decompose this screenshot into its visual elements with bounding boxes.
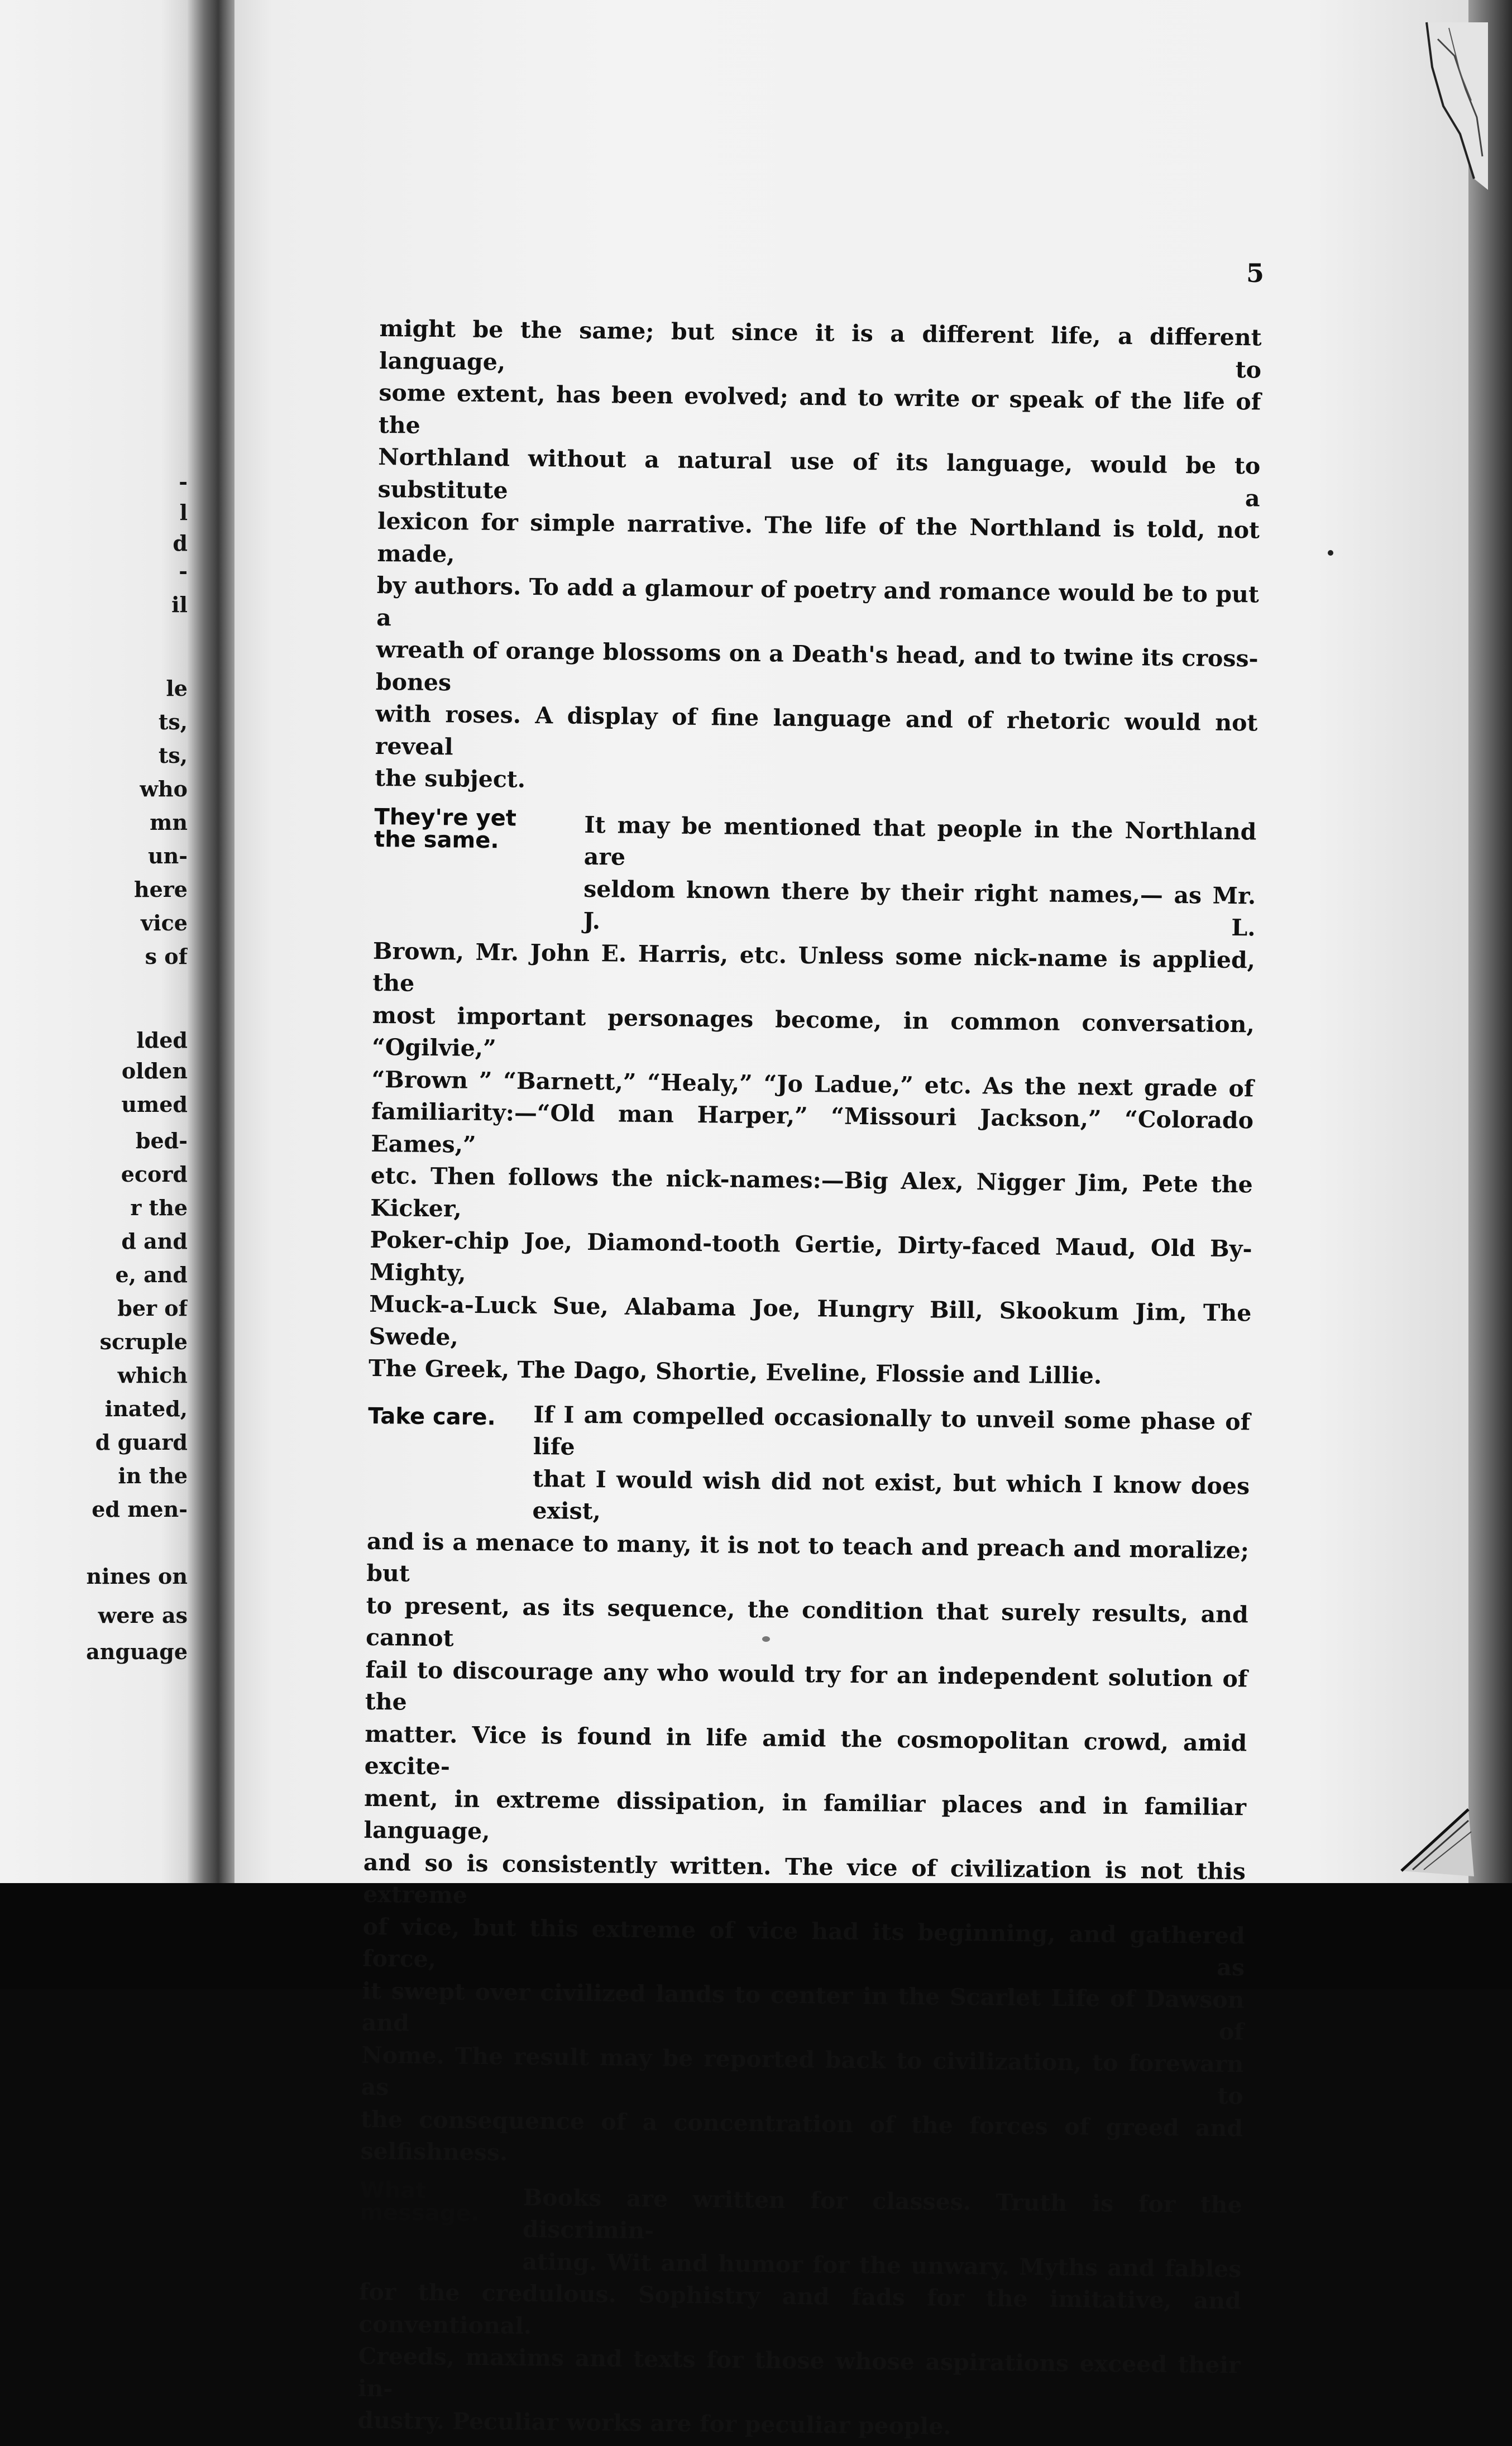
page-body [357,313,1262,2446]
section-text [369,806,1257,1393]
text-line: ment, in extreme dissipation, in familiar places and in familiar language, [363,1784,1247,1845]
text-line: familiarity:—“Old man Harper,” “Missouri Jackson,” “Colorado Eames,” [371,1097,1254,1158]
left-page-fragment: - [179,469,188,494]
side-heading-line: the same. [374,826,499,853]
text-line: the subject. [375,764,526,793]
left-page-fragment: ts, [158,743,188,768]
text-line: seldom known there by their right names,— as Mr. J. L. [583,875,1256,942]
left-page-fragment: d [173,531,188,556]
text-line: for the credulous. Sophistry and fads for the imitative, and conventional. [358,2278,1242,2339]
left-page-fragment: lded [136,1028,188,1053]
text-line: and is a menace to many, it is not to teach and preach and moralize; but [366,1527,1250,1587]
left-page-fragment: ber of [117,1296,188,1321]
text-line: ating. Wit and humor for the unwary. Myths and fables [522,2248,1242,2282]
torn-corner-top [1421,22,1488,190]
text-line: and so is consistently written. The vice of civilization is not this extreme [363,1848,1246,1909]
left-page-fragment: inated, [104,1396,188,1421]
section-text [357,2177,1242,2446]
left-page-fragment: le [166,676,188,701]
left-page-fragment: s of [145,944,188,969]
left-page-fragment: vice [141,910,188,935]
side-heading [368,1404,496,1428]
page-number: 5 [1246,258,1265,288]
left-page-fragment: here [133,877,188,902]
left-page-fragment: d guard [95,1430,188,1455]
side-heading-line: Take care. [368,1403,496,1430]
left-page-fragment: - [179,558,188,584]
text-line: fail to discourage any who would try for an independent solution of the [365,1656,1248,1716]
text-line: Poker-chip Joe, Diamond-tooth Gertie, Dirty-faced Maud, Old By-Mighty, [369,1226,1252,1287]
section-take-care [360,1397,1250,2176]
left-page-fragment: ed men- [92,1497,188,1522]
text-line: lexicon for simple narrative. The life of the Northland is told, not made, [377,507,1260,567]
left-page-fragment: e, and [115,1262,188,1287]
text-line: Brown, Mr. John E. Harris, etc. Unless some nick-name is applied, the [372,937,1256,997]
section-theyre-yet-the-same [369,806,1257,1393]
text-line: the consequence of a concentration of the forces of greed and selfishness. [360,2105,1243,2166]
text-line: matter. Vice is found in life amid the cosmopolitan crowd, amid excite- [364,1720,1247,1780]
left-page-fragment: il [171,592,188,617]
text-line: It may be mentioned that people in the Northland are [583,811,1257,871]
left-page-fragment: olden [121,1058,188,1083]
text-line: with roses. A display of fine language and of rhetoric would not reveal [375,700,1258,760]
text-line: it swept over civilized lands to center in the Scarlet Life of Dawson and of [361,1977,1245,2046]
text-line: Muck-a-Luck Sue, Alabama Joe, Hungry Bill, Skookum Jim, The Swede, [369,1290,1252,1351]
left-page [0,0,201,1883]
left-page-fragment: which [117,1363,188,1388]
torn-corner-bottom [1390,1804,1474,1876]
left-page-fragment: scruple [99,1329,188,1354]
text-line: Creeds, maxims and texts for those whose aspirations exceed their in- [357,2342,1241,2402]
left-page-fragment: nines on [86,1564,188,1589]
text-line: “Brown ” “Barnett,” “Healy,” “Jo Ladue,” etc. As the next grade of [371,1066,1254,1102]
text-line: The Greek, The Dago, Shortie, Eveline, Flossie and Lillie. [368,1354,1102,1389]
text-line: wreath of orange blossoms on a Death's head, and to twine its cross-bones [375,636,1259,696]
side-heading-line: message. [360,2199,480,2227]
left-page-fragment: ecord [121,1162,188,1187]
left-page-fragment: anguage [86,1639,188,1664]
side-heading-line: They're yet [374,804,517,832]
text-line: by authors. To add a glamour of poetry and romance would be to put a [376,571,1260,631]
text-line: Northland without a natural use of its language, would be to substitute a [377,443,1261,512]
section-what-message [357,2177,1242,2446]
left-page-fragment: who [140,776,188,801]
section-text [360,1397,1250,2176]
text-line: to present, as its sequence, the condition that surely results, and cannot [365,1592,1248,1652]
text-line: Nome. The result may be reported back to civilization, to forewarn as to [361,2041,1244,2110]
left-page-fragment: d and [121,1229,188,1254]
side-heading-line: What [360,2177,427,2204]
left-page-fragment: un- [147,843,188,868]
text-line: that I would wish did not exist, but which I know does exist, [532,1465,1250,1525]
left-page-fragment: r the [130,1195,188,1220]
opening-paragraph [375,313,1262,804]
speck [1328,550,1333,556]
left-page-fragment: ts, [158,709,188,734]
left-page-fragment: were as [98,1603,188,1628]
text-line: some extent, has been evolved; and to write or speak of the life of the [378,379,1261,439]
side-heading [360,2177,480,2227]
left-page-fragment: l [179,500,188,525]
left-page-text-fragments [0,0,201,1883]
left-page-fragment: in the [118,1463,188,1488]
text-line: If I am compelled occasionally to unveil some phase of life [533,1401,1251,1460]
text-line: of vice, but this extreme of vice had its beginning, and gathered force, as [362,1913,1245,1981]
text-line: most important personages become, in common conversation, “Ogilvie,” [371,1001,1255,1062]
text-line: etc. Then follows the nick-names:—Big Alex, Nigger Jim, Pete the Kicker, [370,1162,1253,1222]
text-line: dustry. Peculiar works are for peculiar people. [357,2406,951,2440]
left-page-fragment: umed [121,1092,188,1117]
text-line: Books are written for classes. Truth is for the discrimin- [522,2184,1242,2244]
text-line: might be the same; but since it is a different life, a different language, to [379,314,1262,384]
side-heading [374,805,516,852]
page-edge-shadow [1468,0,1512,1883]
left-page-fragment: mn [150,810,188,835]
left-page-fragment: bed- [135,1128,188,1153]
